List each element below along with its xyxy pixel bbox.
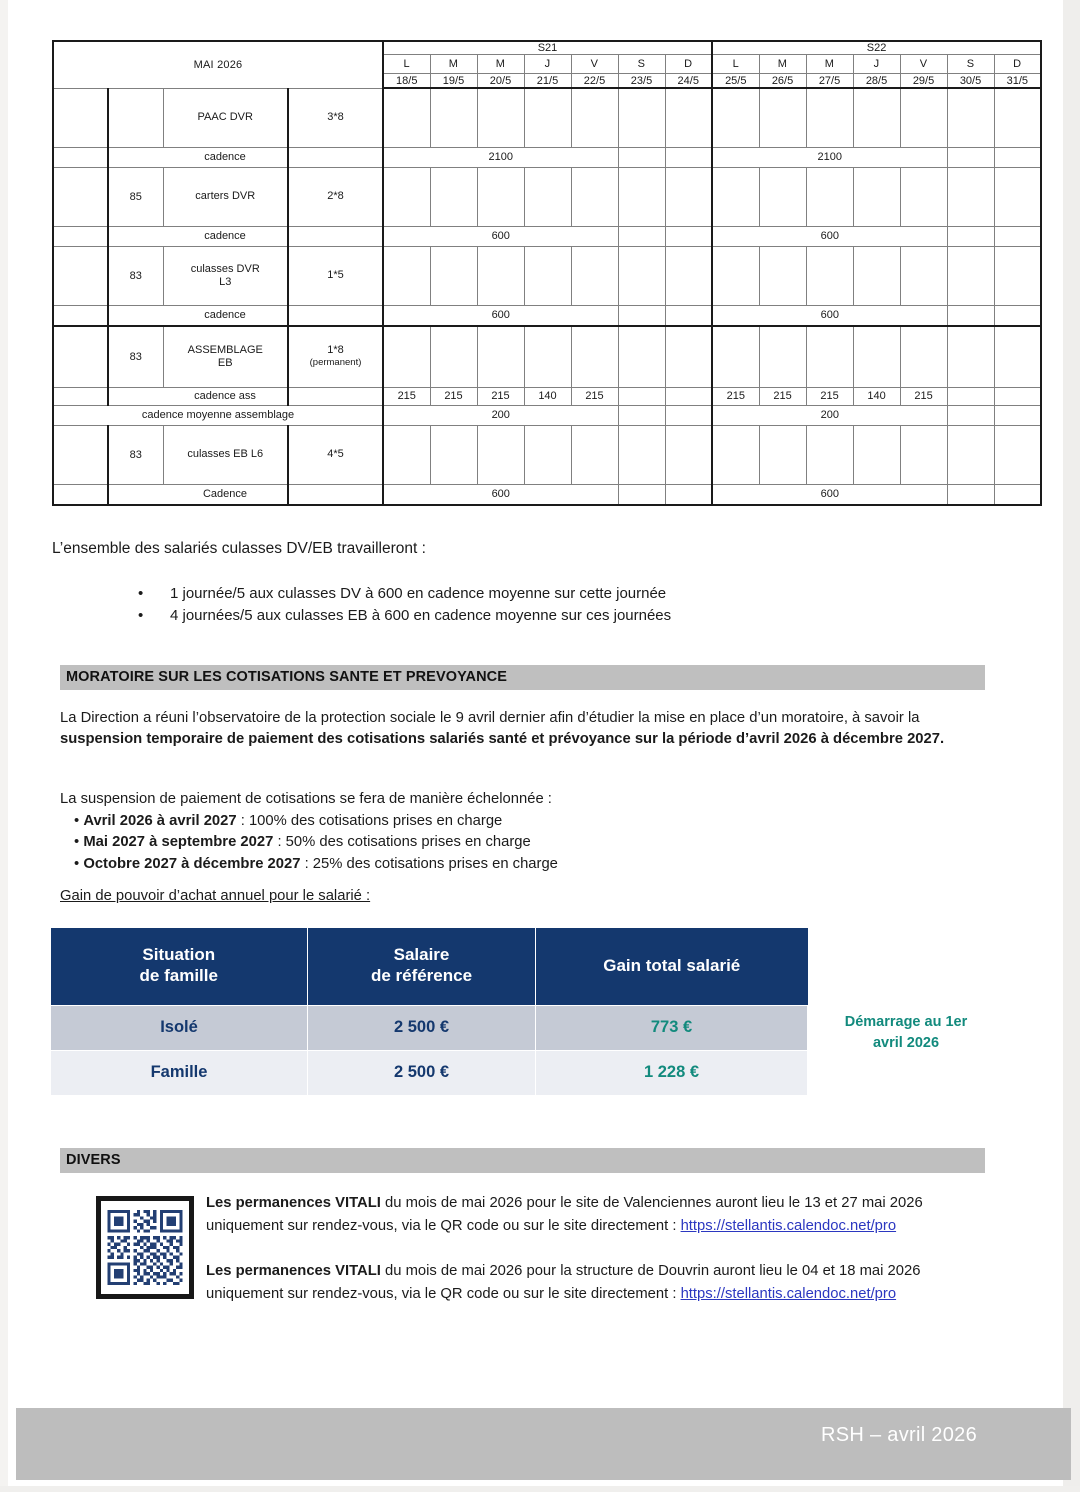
cadence-value-s22: 2100 [712, 147, 947, 167]
cell-salaire: 2 500 € [308, 1050, 536, 1095]
day-cell [430, 167, 477, 226]
day-cell [383, 88, 430, 147]
cell-situation: Famille [51, 1050, 308, 1095]
day-cell-weekend [618, 226, 665, 246]
day-cell [853, 425, 900, 484]
day-cell-weekend [665, 425, 712, 484]
day-cell-weekend [994, 246, 1041, 305]
day-cell-weekend [618, 147, 665, 167]
dow-cell: M [806, 55, 853, 74]
list-item [138, 605, 671, 627]
code-cell [108, 305, 163, 326]
planning-row-cadence-ass [53, 387, 1041, 405]
day-cell [524, 326, 571, 388]
day-cell [900, 167, 947, 226]
permanence-link[interactable]: https://stellantis.calendoc.net/pro [680, 1218, 897, 1234]
day-cell [900, 326, 947, 388]
day-cell [900, 88, 947, 147]
section-heading-divers: DIVERS [60, 1148, 985, 1173]
list-item-text: 1 journée/5 aux culasses DV à 600 en cadence moyenne sur cette journée [170, 585, 667, 602]
cadence-moyenne-label: cadence moyenne assemblage [53, 405, 383, 425]
shift-value: 1*8 [327, 344, 344, 357]
qr-code-icon[interactable] [96, 1196, 194, 1299]
schedule-period: Octobre 2027 à décembre 2027 [83, 855, 301, 872]
day-cell-weekend [994, 147, 1041, 167]
day-cell-weekend [994, 405, 1041, 425]
cadence-label: cadence [163, 305, 288, 326]
planning-row-paac [53, 88, 1041, 147]
day-cell [759, 246, 806, 305]
day-cell-weekend [994, 326, 1041, 388]
date-cell: 23/5 [618, 74, 665, 89]
date-cell: 19/5 [430, 74, 477, 89]
bullet-marker: • [138, 607, 144, 624]
dow-cell: L [383, 55, 430, 74]
day-cell-weekend [665, 88, 712, 147]
schedule-period: Mai 2027 à septembre 2027 [83, 834, 274, 850]
day-cell-weekend [618, 305, 665, 326]
day-cell [477, 88, 524, 147]
date-cell: 20/5 [477, 74, 524, 89]
dow-cell: S [618, 55, 665, 74]
cadence-spacer [288, 305, 383, 326]
qr-code-svg [104, 1204, 186, 1291]
permanence-item-douvrin [206, 1260, 981, 1306]
date-cell: 21/5 [524, 74, 571, 89]
bullet-marker: • [74, 834, 80, 850]
cadence-ass-cell: 140 [524, 387, 571, 405]
dow-cell: V [571, 55, 618, 74]
day-cell [712, 88, 759, 147]
day-cell [477, 326, 524, 388]
day-cell [571, 326, 618, 388]
day-cell [806, 88, 853, 147]
day-cell [853, 246, 900, 305]
cadence-ass-cell: 215 [759, 387, 806, 405]
day-cell-weekend [665, 326, 712, 388]
gain-header-situation [51, 928, 308, 1005]
day-cell [759, 88, 806, 147]
planning-row-cadence-1 [53, 147, 1041, 167]
row-label-line1: culasses DVR [190, 262, 260, 275]
day-cell-weekend [947, 326, 994, 388]
cadence-value-s21: 600 [383, 305, 618, 326]
header-line2: de famille [139, 966, 218, 986]
day-cell [712, 326, 759, 388]
day-cell [524, 88, 571, 147]
planning-row-culasses-eb [53, 425, 1041, 484]
permanence-text: du mois de mai 2026 pour le site de Valenciennes auront lieu le 13 et 27 mai 2026 uniquement sur rendez-vous, via le QR code ou sur le site directement : [206, 1195, 923, 1234]
day-cell [477, 167, 524, 226]
cadence-ass-cell: 215 [571, 387, 618, 405]
cadence-ass-cell: 215 [900, 387, 947, 405]
row-label-culasses-dvr [163, 246, 288, 305]
cadence-spacer [288, 226, 383, 246]
day-cell-weekend [618, 425, 665, 484]
cadence-value-s21: 600 [383, 226, 618, 246]
note-line1: Démarrage au 1er [844, 1014, 968, 1030]
spacer-cell [53, 484, 108, 505]
permanence-bold-label: Les permanences VITALI [206, 1263, 381, 1279]
cadence-ass-cell: 215 [806, 387, 853, 405]
day-cell-weekend [947, 425, 994, 484]
spacer-cell [53, 167, 108, 226]
header-line1: Salaire [393, 945, 450, 964]
dow-cell: M [759, 55, 806, 74]
day-cell-weekend [618, 167, 665, 226]
planning-row-cadence-4 [53, 484, 1041, 505]
day-cell [806, 167, 853, 226]
cadence-spacer [288, 147, 383, 167]
spacer-cell [53, 246, 108, 305]
day-cell-weekend [665, 226, 712, 246]
spacer-cell [53, 387, 108, 405]
day-cell [806, 326, 853, 388]
dow-cell: D [665, 55, 712, 74]
bullet-marker: • [138, 585, 144, 602]
cadence-moyenne-s21: 200 [383, 405, 618, 425]
schedule-detail: : 25% des cotisations prises en charge [300, 855, 558, 872]
schedule-detail: : 50% des cotisations prises en charge [273, 834, 531, 850]
day-cell [524, 167, 571, 226]
planning-row-cadence-2 [53, 226, 1041, 246]
day-cell [383, 326, 430, 388]
shift-note: (permanent) [309, 357, 362, 369]
table-row [51, 1050, 808, 1095]
date-cell: 28/5 [853, 74, 900, 89]
note-line2: avril 2026 [872, 1035, 940, 1051]
day-cell [712, 425, 759, 484]
day-cell [571, 425, 618, 484]
day-cell-weekend [947, 387, 994, 405]
planning-row-cadence-moyenne [53, 405, 1041, 425]
cadence-label: cadence [163, 147, 288, 167]
cadence-label-final: Cadence [163, 484, 288, 505]
date-cell: 24/5 [665, 74, 712, 89]
day-cell [853, 167, 900, 226]
moratoire-schedule-block [60, 789, 972, 875]
day-cell [853, 88, 900, 147]
list-item-text: 4 journées/5 aux culasses EB à 600 en cadence moyenne sur ces journées [170, 607, 672, 624]
spacer-cell [53, 305, 108, 326]
day-cell-weekend [618, 405, 665, 425]
planning-title: MAI 2026 [53, 41, 383, 88]
day-cell [383, 425, 430, 484]
day-cell-weekend [618, 326, 665, 388]
spacer-cell [53, 88, 108, 147]
day-cell-weekend [665, 484, 712, 505]
day-cell [712, 246, 759, 305]
bullet-marker: • [74, 855, 80, 872]
cadence-ass-cell: 215 [712, 387, 759, 405]
list-item [60, 854, 972, 876]
paragraph-bold-text: suspension temporaire de paiement des cotisations salariés santé et prévoyance sur la période d’avril 2026 à décembre 2027. [60, 731, 945, 747]
moratoire-paragraph [60, 708, 972, 750]
day-cell [430, 425, 477, 484]
row-code-culasses-dvr: 83 [108, 246, 163, 305]
paragraph-normal-text: La Direction a réuni l’observatoire de la protection sociale le 9 avril dernier afin d’étudier la mise en place d’un moratoire, à savoir la [60, 710, 920, 726]
divers-content [206, 1192, 981, 1306]
row-code-culasses-eb: 83 [108, 425, 163, 484]
schedule-detail: : 100% des cotisations prises en charge [236, 812, 503, 829]
day-cell-weekend [947, 167, 994, 226]
schedule-period: Avril 2026 à avril 2027 [83, 812, 237, 829]
cadence-ass-cell: 215 [430, 387, 477, 405]
day-cell-weekend [947, 246, 994, 305]
planning-row-cadence-3 [53, 305, 1041, 326]
row-label-carters: carters DVR [163, 167, 288, 226]
date-cell: 22/5 [571, 74, 618, 89]
cadence-label: cadence [163, 226, 288, 246]
day-cell-weekend [665, 246, 712, 305]
day-cell-weekend [947, 305, 994, 326]
day-cell-weekend [665, 405, 712, 425]
day-cell [383, 167, 430, 226]
dow-cell: V [900, 55, 947, 74]
header-line1: Situation [142, 945, 216, 964]
date-cell: 27/5 [806, 74, 853, 89]
day-cell [759, 326, 806, 388]
week-label-s22: S22 [712, 41, 1041, 55]
gain-caption: Gain de pouvoir d’achat annuel pour le salarié : [60, 888, 371, 904]
dow-cell: J [524, 55, 571, 74]
cadence-value-s22: 600 [712, 305, 947, 326]
day-cell-weekend [947, 484, 994, 505]
planning-row-carters [53, 167, 1041, 226]
gain-header-salaire [308, 928, 536, 1005]
day-cell-weekend [994, 387, 1041, 405]
row-label-paac: PAAC DVR [163, 88, 288, 147]
cadence-value-s22: 600 [712, 484, 947, 505]
day-cell-weekend [618, 387, 665, 405]
row-code-assemblage: 83 [108, 326, 163, 388]
day-cell-weekend [618, 88, 665, 147]
planning-table [52, 40, 1042, 506]
day-cell [571, 167, 618, 226]
row-label-line2: EB [217, 356, 233, 369]
shift-culasses-dvr: 1*5 [288, 246, 383, 305]
cell-salaire: 2 500 € [308, 1005, 536, 1050]
day-cell-weekend [665, 305, 712, 326]
code-cell [108, 387, 163, 405]
week-label-s21: S21 [383, 41, 712, 55]
permanence-bold-label: Les permanences VITALI [206, 1195, 381, 1211]
cell-situation: Isolé [51, 1005, 308, 1050]
gain-table [50, 928, 808, 1096]
planning-week-header-row [53, 41, 1041, 55]
date-cell: 31/5 [994, 74, 1041, 89]
date-cell: 29/5 [900, 74, 947, 89]
cadence-ass-label: cadence ass [163, 387, 288, 405]
cadence-ass-cell: 215 [383, 387, 430, 405]
row-code-carters: 85 [108, 167, 163, 226]
header-line2: de référence [370, 966, 473, 986]
day-cell-weekend [665, 387, 712, 405]
day-cell [477, 246, 524, 305]
date-cell: 18/5 [383, 74, 430, 89]
code-cell [108, 226, 163, 246]
planning-row-assemblage [53, 326, 1041, 388]
dow-cell: D [994, 55, 1041, 74]
day-cell-weekend [947, 405, 994, 425]
day-cell [900, 246, 947, 305]
day-cell-weekend [665, 167, 712, 226]
shift-assemblage [288, 326, 383, 388]
day-cell-weekend [994, 226, 1041, 246]
spacer-cell [53, 425, 108, 484]
day-cell [430, 246, 477, 305]
list-item [138, 583, 671, 605]
dow-cell: L [712, 55, 759, 74]
intro-bullet-list [138, 583, 671, 627]
date-cell: 30/5 [947, 74, 994, 89]
shift-carters: 2*8 [288, 167, 383, 226]
day-cell [806, 425, 853, 484]
row-label-line1: ASSEMBLAGE [187, 343, 263, 356]
gain-table-note [820, 1012, 992, 1054]
shift-culasses-eb: 4*5 [288, 425, 383, 484]
cadence-value-s21: 2100 [383, 147, 618, 167]
date-cell: 26/5 [759, 74, 806, 89]
day-cell-weekend [994, 88, 1041, 147]
day-cell [806, 246, 853, 305]
day-cell [430, 88, 477, 147]
day-cell [383, 246, 430, 305]
day-cell-weekend [947, 147, 994, 167]
gain-table-header-row [51, 928, 808, 1005]
cadence-ass-cell: 215 [477, 387, 524, 405]
cell-gain: 1 228 € [536, 1050, 808, 1095]
day-cell-weekend [947, 226, 994, 246]
day-cell-weekend [618, 246, 665, 305]
footer-text: RSH – avril 2026 [821, 1424, 977, 1446]
cadence-spacer [288, 387, 383, 405]
planning-table-wrapper [52, 40, 1028, 506]
schedule-intro: La suspension de paiement de cotisations se fera de manière échelonnée : [60, 791, 552, 807]
day-cell-weekend [618, 484, 665, 505]
document-sheet [8, 0, 1063, 1486]
day-cell [571, 246, 618, 305]
day-cell-weekend [947, 88, 994, 147]
day-cell [524, 425, 571, 484]
day-cell [759, 425, 806, 484]
day-cell-weekend [994, 484, 1041, 505]
day-cell [477, 425, 524, 484]
day-cell [759, 167, 806, 226]
page-edge-right [1063, 0, 1080, 1492]
spacer-cell [53, 147, 108, 167]
day-cell-weekend [665, 147, 712, 167]
cadence-ass-cell: 140 [853, 387, 900, 405]
day-cell-weekend [994, 167, 1041, 226]
day-cell [571, 88, 618, 147]
cadence-value-s21: 600 [383, 484, 618, 505]
spacer-cell [53, 326, 108, 388]
dow-cell: M [430, 55, 477, 74]
page-edge-left [0, 0, 8, 1492]
day-cell [430, 326, 477, 388]
day-cell [524, 246, 571, 305]
page-edge-bottom [0, 1486, 1080, 1492]
day-cell [900, 425, 947, 484]
code-cell [108, 147, 163, 167]
list-item [60, 811, 972, 833]
dow-cell: S [947, 55, 994, 74]
row-label-line2: L3 [219, 275, 232, 288]
section-heading-moratoire: MORATOIRE SUR LES COTISATIONS SANTE ET PREVOYANCE [60, 665, 985, 690]
permanence-link[interactable]: https://stellantis.calendoc.net/pro [680, 1286, 897, 1302]
spacer-cell [53, 226, 108, 246]
list-item [60, 832, 972, 854]
day-cell-weekend [994, 425, 1041, 484]
gain-header-total: Gain total salarié [536, 928, 808, 1005]
shift-paac: 3*8 [288, 88, 383, 147]
bullet-marker: • [74, 812, 80, 829]
dow-cell: J [853, 55, 900, 74]
cadence-moyenne-s22: 200 [712, 405, 947, 425]
dow-cell: M [477, 55, 524, 74]
day-cell [853, 326, 900, 388]
row-label-culasses-eb: culasses EB L6 [163, 425, 288, 484]
cadence-value-s22: 600 [712, 226, 947, 246]
planning-row-culasses-dvr [53, 246, 1041, 305]
date-cell: 25/5 [712, 74, 759, 89]
cell-gain: 773 € [536, 1005, 808, 1050]
day-cell [712, 167, 759, 226]
day-cell-weekend [994, 305, 1041, 326]
table-row [51, 1005, 808, 1050]
permanence-text: du mois de mai 2026 pour la structure de Douvrin auront lieu le 04 et 18 mai 2026 uniquement sur rendez-vous, via le QR code ou sur le site directement : [206, 1263, 921, 1302]
intro-sentence: L’ensemble des salariés culasses DV/EB travailleront : [52, 540, 426, 557]
permanence-item-valenciennes [206, 1192, 981, 1238]
cadence-spacer [288, 484, 383, 505]
code-cell [108, 88, 163, 147]
code-cell [108, 484, 163, 505]
row-label-assemblage [163, 326, 288, 388]
